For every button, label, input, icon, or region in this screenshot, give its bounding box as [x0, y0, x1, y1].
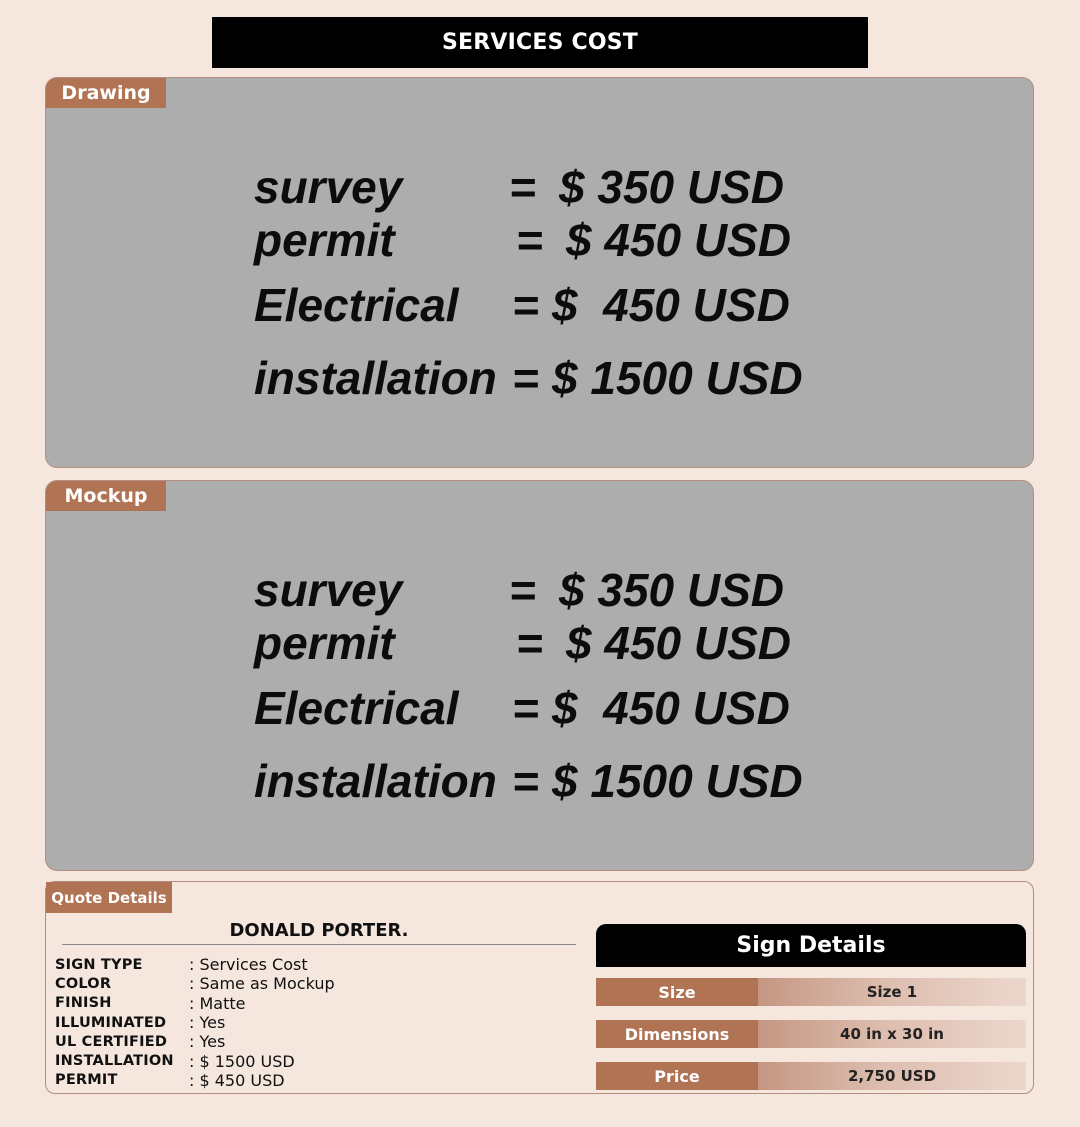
divider: [62, 944, 576, 945]
spec-row-sign-type: [55, 955, 335, 974]
cost-amount: $ 450 USD: [552, 279, 790, 331]
sign-key: Dimensions: [596, 1020, 758, 1048]
cost-item: survey: [254, 564, 403, 616]
cost-equals: =: [512, 755, 539, 807]
cost-amount: $ 450 USD: [552, 682, 790, 734]
spec-value: : Yes: [189, 1032, 226, 1052]
cost-item: Electrical: [254, 682, 459, 734]
customer-name: DONALD PORTER.: [229, 920, 409, 941]
cost-item: Electrical: [254, 279, 459, 331]
sign-details-card: [596, 924, 1026, 1086]
mockup-tab-label: Mockup: [46, 481, 166, 511]
spec-label: SIGN TYPE: [55, 956, 143, 973]
cost-amount: $ 450 USD: [566, 617, 792, 669]
mockup-panel: [45, 480, 1034, 871]
spec-value: : Yes: [189, 1013, 226, 1033]
spec-row-installation: [55, 1051, 335, 1070]
spec-value: : $ 1500 USD: [189, 1051, 295, 1071]
cost-item: survey: [254, 161, 403, 213]
spec-value: : Matte: [189, 993, 246, 1013]
cost-equals: =: [516, 214, 543, 266]
cost-amount: $ 1500 USD: [552, 755, 803, 807]
spec-label: INSTALLATION: [55, 1053, 174, 1070]
cost-equals: =: [516, 617, 543, 669]
spec-row-permit: [55, 1071, 335, 1090]
spec-list: [55, 955, 335, 1090]
sign-value: 2,750 USD: [758, 1062, 1026, 1090]
mockup-cost-list: [254, 481, 874, 870]
drawing-cost-list: [254, 78, 874, 467]
spec-label: PERMIT: [55, 1072, 118, 1089]
sign-row-dimensions: [596, 1020, 1026, 1048]
drawing-tab-label: Drawing: [46, 78, 166, 108]
sign-row-size: [596, 978, 1026, 1006]
cost-item: permit: [254, 617, 395, 669]
cost-amount: $ 350 USD: [559, 564, 785, 616]
page-title: SERVICES COST: [212, 17, 868, 68]
sign-value: 40 in x 30 in: [758, 1020, 1026, 1048]
sign-row-price: [596, 1062, 1026, 1090]
sign-details-title: Sign Details: [596, 924, 1026, 967]
quote-details-label: Quote Details: [46, 882, 172, 913]
cost-amount: $ 450 USD: [566, 214, 792, 266]
spec-row-color: [55, 974, 335, 993]
spec-label: ILLUMINATED: [55, 1014, 167, 1031]
spec-row-finish: [55, 994, 335, 1013]
sign-value: Size 1: [758, 978, 1026, 1006]
drawing-panel: [45, 77, 1034, 468]
cost-equals: =: [512, 352, 539, 404]
sign-key: Size: [596, 978, 758, 1006]
spec-row-illuminated: [55, 1013, 335, 1032]
cost-equals: =: [512, 682, 539, 734]
cost-item: installation: [254, 352, 497, 404]
cost-equals: =: [509, 564, 536, 616]
spec-value: : Same as Mockup: [189, 974, 335, 994]
cost-item: permit: [254, 214, 395, 266]
cost-amount: $ 1500 USD: [552, 352, 803, 404]
quote-details-panel: [45, 881, 1034, 1094]
spec-label: UL CERTIFIED: [55, 1033, 168, 1050]
cost-equals: =: [509, 161, 536, 213]
spec-row-ul-certified: [55, 1032, 335, 1051]
sign-key: Price: [596, 1062, 758, 1090]
cost-item: installation: [254, 755, 497, 807]
spec-value: : Services Cost: [189, 955, 308, 975]
cost-amount: $ 350 USD: [559, 161, 785, 213]
spec-label: COLOR: [55, 975, 112, 992]
cost-equals: =: [512, 279, 539, 331]
spec-label: FINISH: [55, 995, 112, 1012]
spec-value: : $ 450 USD: [189, 1070, 285, 1090]
